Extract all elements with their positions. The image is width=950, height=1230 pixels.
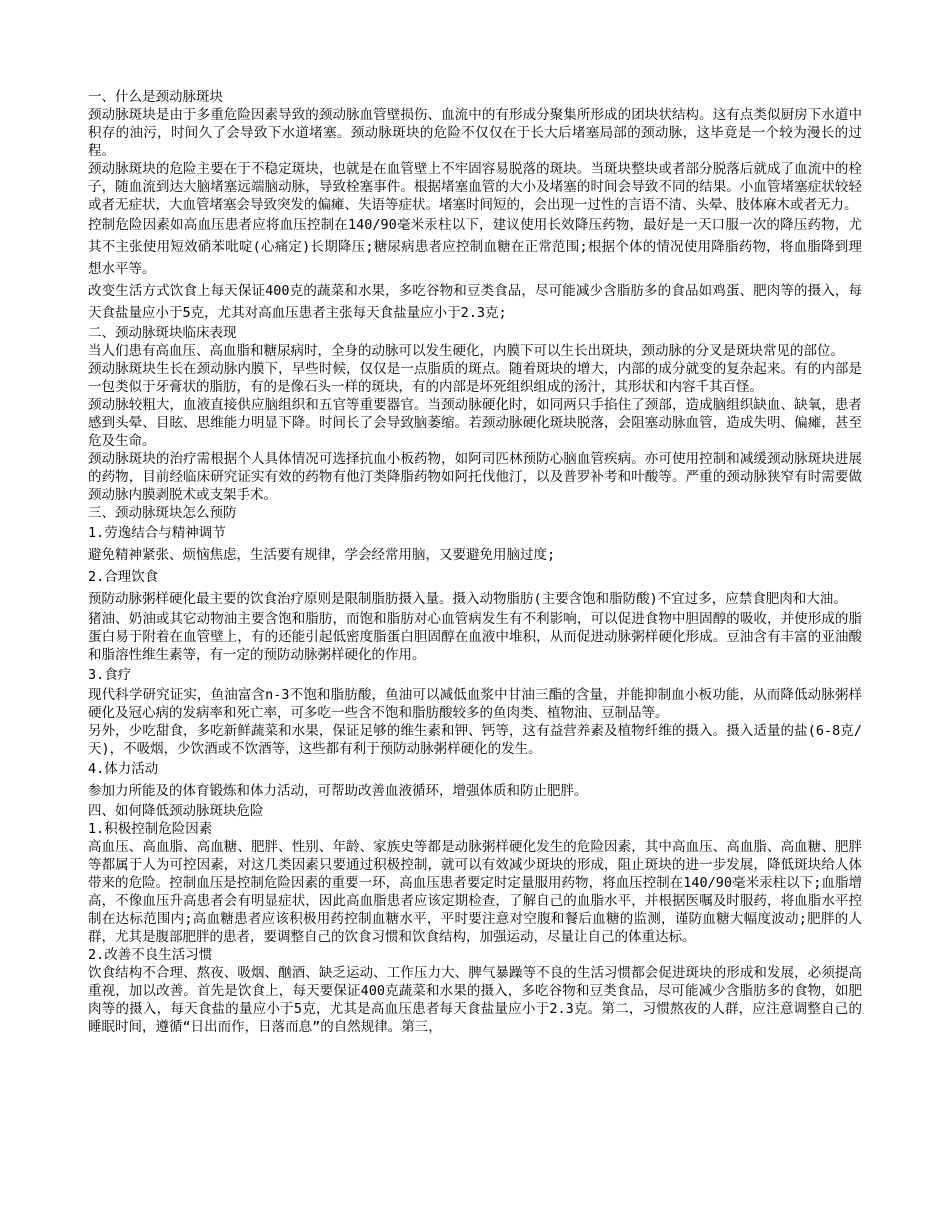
paragraph-8: 颈动脉斑块的治疗需根据个人具体情况可选择抗血小板药物，如阿司匹林预防心脑血管疾病。亦可使用控制和减缓颈动脉斑块进展的药物，目前经临床研究证实有效的药物有他汀类降脂药物如阿托伐他汀，以及普罗补考和叶酸等。严重的颈动脉狭窄有时需要做颈动脉内膜剥脱术或支架手术。 <box>88 451 862 503</box>
paragraph-16: 饮食结构不合理、熬夜、吸烟、酗酒、缺乏运动、工作压力大、脾气暴躁等不良的生活习惯都会促进斑块的形成和发展，必须提高重视，加以改善。首先是饮食上，每天要保证400克蔬菜和水果的摄入，多吃谷物和豆类食品，尽可能减少含脂肪多的食物，如肥肉等的摄入，每天食盐的量应小于5克，尤其是高血压患者每天食盐量应小于2.3克。第二，习惯熬夜的人群，应注意调整自己的睡眠时间，遵循“日出而作，日落而息”的自然规律。第三， <box>88 965 862 1035</box>
section-heading-1: 一、什么是颈动脉斑块 <box>88 89 223 105</box>
section-heading-4: 四、如何降低颈动脉斑块危险 <box>88 803 264 819</box>
section-heading-3: 三、颈动脉斑块怎么预防 <box>88 505 237 521</box>
paragraph-9: 避免精神紧张、烦恼焦虑，生活要有规律，学会经常用脑，又要避免用脑过度; <box>88 547 556 563</box>
paragraph-10: 预防动脉粥样硬化最主要的饮食治疗原则是限制脂肪摄入量。摄入动物脂肪(主要含饱和脂防酸)不宜过多，应禁食肥肉和大油。 <box>88 591 847 607</box>
paragraph-11: 猪油、奶油或其它动物油主要含饱和脂肪，而饱和脂肪对心血管病发生有不利影响，可以促进食物中胆固醇的吸收，并使形成的脂蛋白易于附着在血管壁上，有的还能引起低密度脂蛋白胆固醇在血液中堆积，从而促进动脉粥样硬化形成。豆油含有丰富的亚油酸和脂溶性维生素等，有一定的预防动脉粥样硬化的作用。 <box>88 611 862 663</box>
paragraph-2: 颈动脉斑块的危险主要在于不稳定斑块，也就是在血管壁上不牢固容易脱落的斑块。当斑块整块或者部分脱落后就成了血流中的栓子，随血流到达大脑堵塞远端脑动脉，导致栓塞事件。根据堵塞血管的大小及堵塞的时间会导致不同的结果。小血管堵塞症状较轻或者无症状，大血管堵塞会导致突发的偏瘫、失语等症状。堵塞时间短的，会出现一过性的言语不清、头晕、肢体麻木或者无力。 <box>88 161 862 213</box>
paragraph-15: 高血压、高血脂、高血糖、肥胖、性别、年龄、家族史等都是动脉粥样硬化发生的危险因素，其中高血压、高血脂、高血糖、肥胖等都属于人为可控因素，对这几类因素只要通过积极控制，就可以有效减少斑块的形成，阻止斑块的进一步发展，降低斑块给人体带来的危险。控制血压是控制危险因素的重要一环，高血压患者要定时定量服用药物，将血压控制在140/90毫米汞柱以下;血脂增高，不像血压升高患者会有明显症状，因此高血脂患者应该定期检查，了解自己的血脂水平，并根据医嘱及时服药，将血脂水平控制在达标范围内;高血糖患者应该积极用药控制血糖水平，平时要注意对空腹和餐后血糖的监测，谨防血糖大幅度波动;肥胖的人群，尤其是腹部肥胖的患者，要调整自己的饮食习惯和饮食结构，加强运动，尽量让自己的体重达标。 <box>88 839 862 945</box>
section-heading-2: 二、颈动脉斑块临床表现 <box>88 325 237 341</box>
paragraph-14: 参加力所能及的体育锻炼和体力活动，可帮助改善血液循环，增强体质和防止肥胖。 <box>88 783 588 799</box>
subheading-3-3: 3.食疗 <box>88 667 132 683</box>
subheading-4-2: 2.改善不良生活习惯 <box>88 947 213 963</box>
paragraph-7: 颈动脉较粗大，血液直接供应脑组织和五官等重要器官。当颈动脉硬化时，如同两只手掐住了颈部，造成脑组织缺血、缺氧，患者感到头晕、目眩、思维能力明显下降。时间长了会导致脑萎缩。若颈动脉硬化斑块脱落，会阻塞动脉血管，造成失明、偏瘫，甚至危及生命。 <box>88 397 862 449</box>
subheading-3-1: 1.劳逸结合与精神调节 <box>88 525 226 541</box>
subheading-3-4: 4.体力活动 <box>88 761 159 777</box>
subheading-4-1: 1.积极控制危险因素 <box>88 821 213 837</box>
paragraph-12: 现代科学研究证实，鱼油富含n-3不饱和脂肪酸，鱼油可以减低血浆中甘油三酯的含量，并能抑制血小板功能，从而降低动脉粥样硬化及冠心病的发病率和死亡率，可多吃一些含不饱和脂肪酸较多的鱼肉类、植物油、豆制品等。 <box>88 687 862 721</box>
paragraph-4: 改变生活方式饮食上每天保证400克的蔬菜和水果，多吃谷物和豆类食品，尽可能减少含脂肪多的食品如鸡蛋、肥肉等的摄入，每天食盐量应小于5克，尤其对高血压患者主张每天食盐量应小于2.3克; <box>88 283 862 321</box>
paragraph-6: 颈动脉斑块生长在颈动脉内膜下，早些时候，仅仅是一点脂质的斑点。随着斑块的增大，内部的成分就变的复杂起来。有的内部是一包类似于牙膏状的脂肪，有的是像石头一样的斑块，有的内部是坏死组织组成的汤汁，其形状和内容千其百怪。 <box>88 361 862 395</box>
paragraph-1: 颈动脉斑块是由于多重危险因素导致的颈动脉血管壁损伤、血流中的有形成分聚集所形成的团块状结构。这有点类似厨房下水道中积存的油污，时间久了会导致下水道堵塞。颈动脉斑块的危险不仅仅在于长大后堵塞局部的颈动脉，这毕竟是一个较为漫长的过程。 <box>88 107 862 159</box>
paragraph-13: 另外，少吃甜食，多吃新鲜蔬菜和水果，保证足够的维生素和钾、钙等，这有益营养素及植物纤维的摄入。摄入适量的盐(6-8克/天)，不吸烟，少饮酒或不饮酒等，这些都有利于预防动脉粥样硬化的发生。 <box>88 723 862 757</box>
subheading-3-2: 2.合理饮食 <box>88 569 159 585</box>
paragraph-5: 当人们患有高血压、高血脂和糖尿病时，全身的动脉可以发生硬化，内膜下可以生长出斑块，颈动脉的分叉是斑块常见的部位。 <box>88 343 844 359</box>
paragraph-3: 控制危险因素如高血压患者应将血压控制在140/90毫米汞柱以下，建议使用长效降压药物，最好是一天口服一次的降压药物，尤其不主张使用短效硝苯吡啶(心痛定)长期降压;糖尿病患者应控制血糖在正常范围;根据个体的情况使用降脂药物，将血脂降到理想水平等。 <box>88 217 862 277</box>
